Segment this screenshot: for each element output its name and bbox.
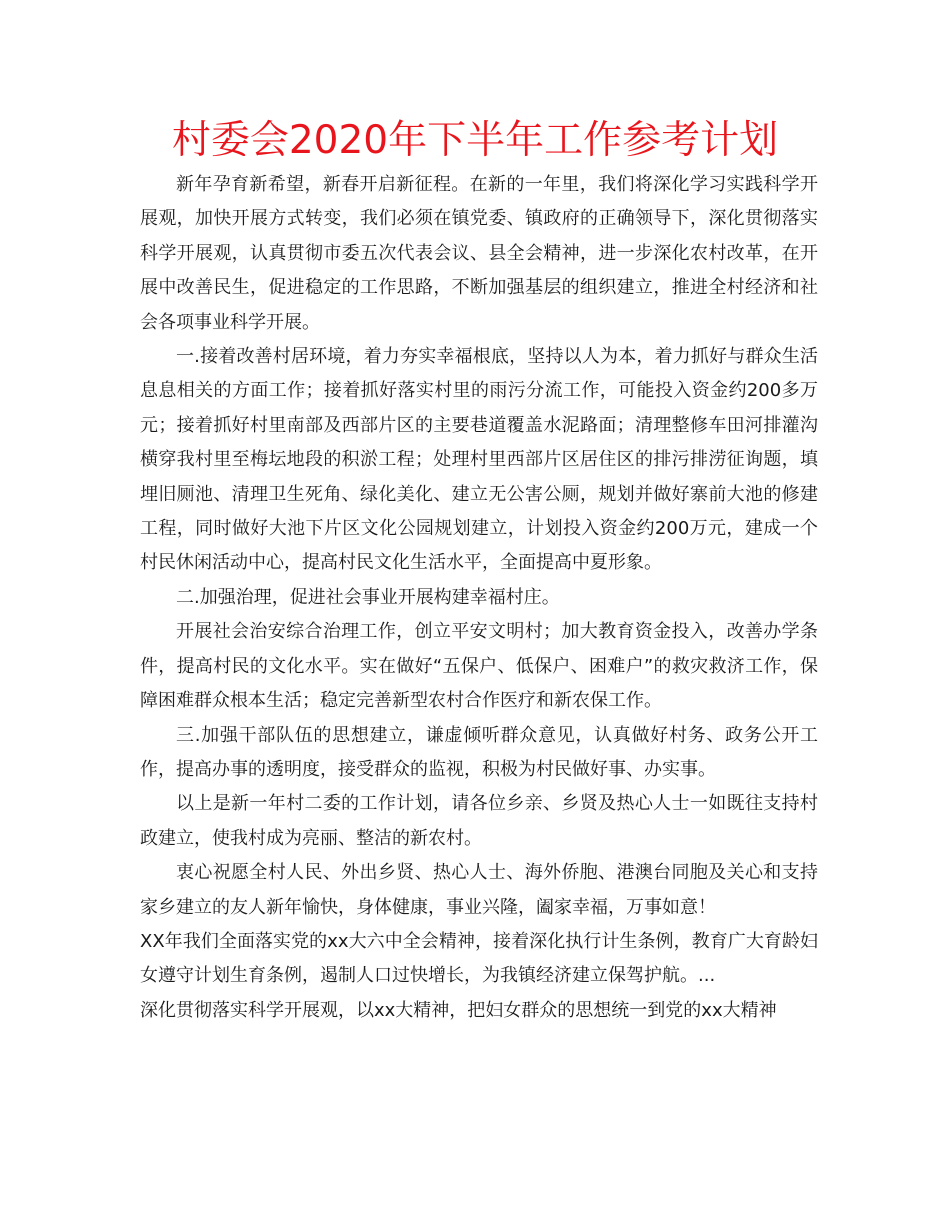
paragraph-family-planning: XX年我们全面落实党的xx大六中全会精神，接着深化执行计生条例，教育广大育龄妇女遵守计划生育条例，遏制人口过快增长，为我镇经济建立保驾护航。... <box>140 930 818 987</box>
paragraph-closing: 以上是新一年村二委的工作计划，请各位乡亲、乡贤及热心人士一如既往支持村政建立，使我村成为亮丽、整洁的新农村。 <box>140 793 818 849</box>
paragraph-women-work: 深化贯彻落实科学开展观，以xx大精神，把妇女群众的思想统一到党的xx大精神 <box>140 999 777 1021</box>
paragraph-section-two-heading: 二.加强治理，促进社会事业开展构建幸福村庄。 <box>176 586 560 608</box>
paragraph-intro: 新年孕育新希望，新春开启新征程。在新的一年里，我们将深化学习实践科学开展观，加快开展方式转变，我们必须在镇党委、镇政府的正确领导下，深化贯彻落实科学开展观，认真贯彻市委五次代表会议、县全会精神，进一步深化农村改革，在开展中改善民生，促进稳定的工作思路，不断加强基层的组织建立，推进全村经济和社会各项事业科学开展。 <box>140 174 818 333</box>
document-title: 村委会2020年下半年工作参考计划 <box>171 118 779 163</box>
paragraph-section-two-body: 开展社会治安综合治理工作，创立平安文明村；加大教育资金投入，改善办学条件，提高村民的文化水平。实在做好“五保户、低保户、困难户”的救灾救济工作，保障困难群众根本生活；稳定完善新型农村合作医疗和新农保工作。 <box>140 621 818 712</box>
paragraph-section-one: 一.接着改善村居环境，着力夯实幸福根底，坚持以人为本，着力抓好与群众生活息息相关的方面工作；接着抓好落实村里的雨污分流工作，可能投入资金约200多万元；接着抓好村里南部及西部片区的主要巷道覆盖水泥路面；清理整修车田河排灌沟横穿我村里至梅坛地段的积淤工程；处理村里西部片区居住区的排污排涝征询题，填埋旧厕池、清理卫生死角、绿化美化、建立无公害公厕，规划并做好寨前大池的修建工程，同时做好大池下片区文化公园规划建立，计划投入资金约200万元，建成一个村民休闲活动中心，提高村民文化生活水平，全面提高中夏形象。 <box>140 346 818 574</box>
document-body <box>140 168 818 1028</box>
paragraph-section-three: 三.加强干部队伍的思想建立，谦虚倾听群众意见，认真做好村务、政务公开工作，提高办事的透明度，接受群众的监视，积极为村民做好事、办实事。 <box>140 724 818 780</box>
paragraph-wishes: 衷心祝愿全村人民、外出乡贤、热心人士、海外侨胞、港澳台同胞及关心和支持家乡建立的友人新年愉快，身体健康，事业兴隆，阖家幸福，万事如意！ <box>140 862 818 918</box>
